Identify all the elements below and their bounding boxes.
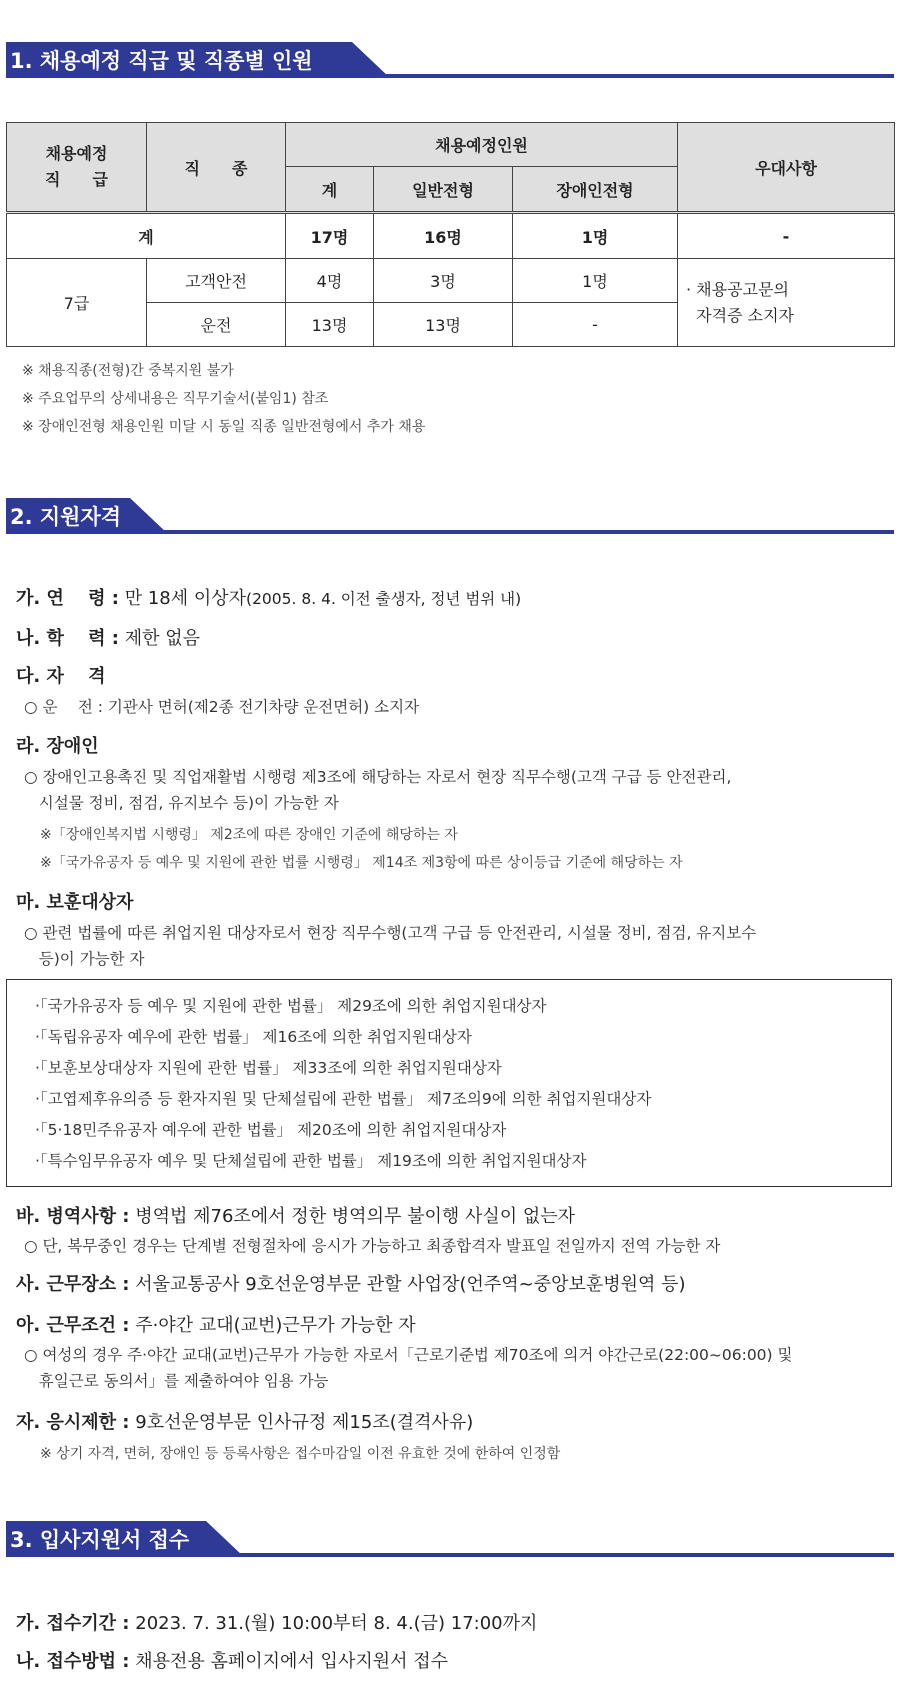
location-label: 사. 근무장소 : [16,1274,130,1295]
sum-general: 16명 [374,213,513,259]
section-2-underline [6,530,894,534]
section-1-underline [6,74,894,78]
veteran-law-item: ·「고엽제후유의증 등 환자지원 및 단체설립에 관한 법률」 제7조의9에 의한 취업지원대상자 [35,1090,652,1108]
veteran-line1: ○ 관련 법률에 따른 취업지원 대상자로서 현장 직무수행(고객 구급 등 안전관리, 시설물 정비, 점검, 유지보수 [24,924,757,942]
military-value: 병역법 제76조에서 정한 병역의무 불이행 사실이 없는자 [129,1206,576,1227]
veteran-label: 마. 보훈대상자 [16,892,134,913]
restriction-note: ※ 상기 자격, 면허, 장애인 등 등록사항은 접수마감일 이전 유효한 것에 한하여 인정함 [40,1446,561,1462]
header-disabled: 장애인전형 [513,167,678,213]
section-2-slope [130,498,168,534]
table-note: ※ 주요업무의 상세내용은 직무기술서(붙임1) 참조 [22,391,329,407]
table-row-sum [7,213,895,259]
qual-veteran [16,888,133,914]
qual-certificate [16,662,106,688]
sum-label: 계 [7,213,286,259]
table-row [7,259,895,303]
conditions-label: 아. 근무조건 : [16,1315,130,1336]
section-1-title: 1. 채용예정 직급 및 직종별 인원 [6,42,352,78]
qual-education [16,624,200,650]
disabled-label: 라. 장애인 [16,736,99,757]
header-preference: 우대사항 [678,123,895,213]
education-value: 제한 없음 [119,628,200,649]
military-label: 바. 병역사항 : [16,1206,130,1227]
section-2-header [6,498,894,534]
header-job-type: 직 종 [147,123,286,213]
period-label: 가. 접수기간 : [16,1613,130,1634]
section-2-title: 2. 지원자격 [6,498,130,534]
age-value: 만 18세 이상자 [119,588,247,609]
education-label: 나. 학 력 : [16,628,119,649]
restriction-label: 자. 응시제한 : [16,1412,130,1433]
military-line: ○ 단, 복무중인 경우는 단계별 전형절차에 응시가 가능하고 최종합격자 발표일 전일까지 전역 가능한 자 [24,1237,721,1255]
header-grade-line1: 채용예정 [45,144,108,163]
header-planned-count: 채용예정인원 [286,123,678,167]
veteran-law-item: ·「국가유공자 등 예우 및 지원에 관한 법률」 제29조에 의한 취업지원대상자 [35,997,547,1015]
header-grade-line2: 직 급 [45,170,108,189]
preference-line1: · 채용공고문의 [686,279,789,299]
conditions-line1: ○ 여성의 경우 주·야간 교대(교번)근무가 가능한 자로서「근로기준법 제70조에 의거 야간근로(22:00~06:00) 및 [24,1346,793,1364]
disabled-line2: 시설물 정비, 점검, 유지보수 등)이 가능한 자 [24,794,339,812]
apply-period [16,1609,537,1635]
header-total: 계 [286,167,374,213]
method-label: 나. 접수방법 : [16,1651,130,1672]
period-value: 2023. 7. 31.(월) 10:00부터 8. 4.(금) 17:00까지 [129,1613,538,1634]
section-3-header [6,1521,894,1557]
preference-line2: 자격증 소지자 [686,305,794,325]
section-3-title: 3. 입사지원서 접수 [6,1521,206,1557]
row1-total: 4명 [286,259,374,303]
disabled-note1: ※「장애인복지법 시행령」 제2조에 따른 장애인 기준에 해당하는 자 [40,827,458,843]
grade-cell: 7급 [7,259,147,347]
veteran-law-item: ·「특수임무유공자 예우 및 단체설립에 관한 법률」 제19조에 의한 취업지원대상자 [35,1152,587,1170]
method-value: 채용전용 홈페이지에서 입사지원서 접수 [129,1651,448,1672]
restriction-value: 9호선운영부문 인사규정 제15조(결격사유) [129,1412,474,1433]
header-general: 일반전형 [374,167,513,213]
section-3-underline [6,1553,894,1557]
row2-general: 13명 [374,303,513,347]
qual-age [16,584,521,610]
sum-disabled: 1명 [513,213,678,259]
row2-type: 운전 [147,303,286,347]
veteran-law-item: ·「독립유공자 예우에 관한 법률」 제16조에 의한 취업지원대상자 [35,1028,472,1046]
qual-military [16,1202,575,1228]
positions-table [6,122,895,347]
section-3-slope [206,1521,244,1557]
row1-type: 고객안전 [147,259,286,303]
table-note: ※ 장애인전형 채용인원 미달 시 동일 직종 일반전형에서 추가 채용 [22,419,426,435]
sum-preference: - [678,213,895,259]
sum-total: 17명 [286,213,374,259]
conditions-line2: 휴일근로 동의서」를 제출하여야 임용 가능 [24,1372,329,1390]
veteran-law-box [6,979,892,1187]
veteran-law-item: ·「5·18민주유공자 예우에 관한 법률」 제20조에 의한 취업지원대상자 [35,1121,507,1139]
section-1-header [6,42,894,78]
qual-disabled [16,732,99,758]
header-grade [7,123,147,213]
location-value: 서울교통공사 9호선운영부문 관할 사업장(언주역~중앙보훈병원역 등) [129,1274,686,1295]
certificate-label: 다. 자 격 [16,666,106,687]
apply-method [16,1647,448,1673]
disabled-note2: ※「국가유공자 등 예우 및 지원에 관한 법률 시행령」 제14조 제3항에 따른 상이등급 기준에 해당하는 자 [40,855,683,871]
veteran-law-item: ·「보훈보상대상자 지원에 관한 법률」 제33조에 의한 취업지원대상자 [35,1059,502,1077]
row2-disabled: - [513,303,678,347]
row1-disabled: 1명 [513,259,678,303]
qual-restriction [16,1408,473,1434]
veteran-line2: 등)이 가능한 자 [24,950,145,968]
section-1-slope [352,42,390,78]
row2-total: 13명 [286,303,374,347]
preference-cell [678,259,895,347]
table-note: ※ 채용직종(전형)간 중복지원 불가 [22,363,234,379]
certificate-line: ○ 운 전 : 기관사 면허(제2종 전기차량 운전면허) 소지자 [24,698,420,716]
age-note: (2005. 8. 4. 이전 출생자, 정년 범위 내) [246,590,522,608]
qual-location [16,1270,686,1296]
row1-general: 3명 [374,259,513,303]
age-label: 가. 연 령 : [16,588,119,609]
conditions-value: 주·야간 교대(교번)근무가 가능한 자 [129,1315,416,1336]
qual-conditions [16,1311,416,1337]
disabled-line1: ○ 장애인고용촉진 및 직업재활법 시행령 제3조에 해당하는 자로서 현장 직무수행(고객 구급 등 안전관리, [24,768,732,786]
